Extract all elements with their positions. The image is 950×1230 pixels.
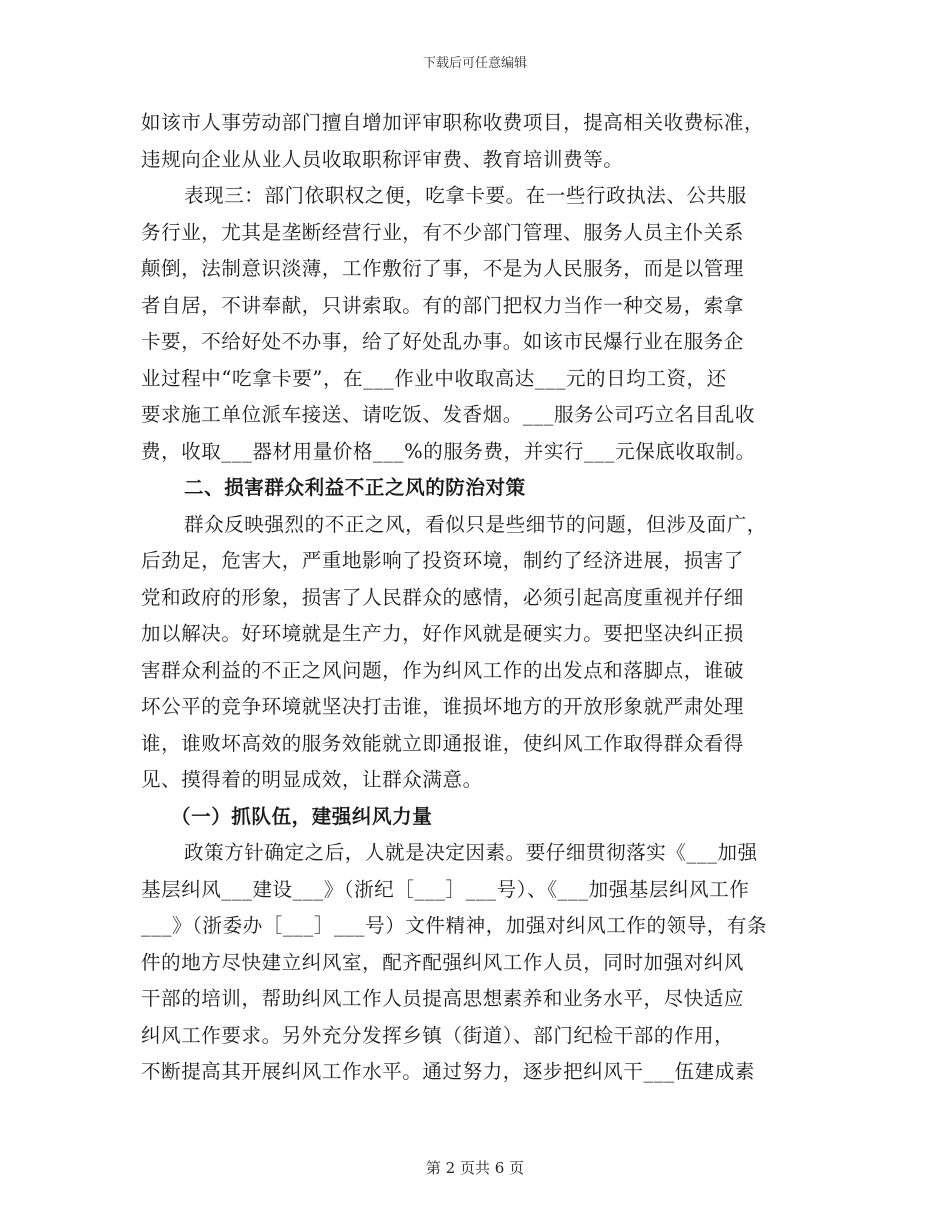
text-line: 谁，谁败坏高效的服务效能就立即通报谁，使纠风工作取得群众看得 [141, 731, 745, 755]
text-line: 政策方针确定之后，人就是决定因素。要仔细贯彻落实《___加强 [184, 841, 758, 864]
text-line: 坏公平的竞争环境就坚决打击谁，谁损坏地方的开放形象就严肃处理 [141, 695, 745, 718]
text-line: 见、摸得着的明显成效，让群众满意。 [141, 768, 483, 791]
text-line: 卡要，不给好处不办事，给了好处乱办事。如该市民爆行业在服务企 [141, 330, 745, 353]
section-heading: （一）抓队伍，建强纠风力量 [171, 804, 433, 828]
text-line: 费，收取___器材用量价格___%的服务费，并实行___元保底收取制。 [141, 439, 756, 463]
text-line: 件的地方尽快建立纠风室，配齐配强纠风工作人员，同时加强对纠风 [141, 950, 745, 974]
text-line: 颠倒，法制意识淡薄，工作敷衍了事，不是为人民服务，而是以管理 [141, 257, 745, 280]
text-line: 群众反映强烈的不正之风，看似只是些细节的问题，但涉及面广， [184, 512, 767, 536]
page-header: 下载后可任意编辑 [422, 56, 527, 71]
text-line: 违规向企业从业人员收取职称评审费、教育培训费等。 [141, 147, 624, 171]
text-line: 加以解决。好环境就是生产力，好作风就是硬实力。要把坚决纠正损 [141, 622, 745, 645]
text-line: 如该市人事劳动部门擅自增加评审职称收费项目，提高相关收费标准， [141, 111, 765, 134]
text-line: 基层纠风___建设___》（浙纪［___］___号）、《___加强基层纠风工作 [141, 877, 750, 901]
text-line: 害群众利益的不正之风问题，作为纠风工作的出发点和落脚点，谁破 [141, 658, 745, 682]
text-line: 党和政府的形象，损害了人民群众的感情，必须引起高度重视并仔细 [141, 585, 745, 609]
text-line: 后劲足，危害大，严重地影响了投资环境，制约了经济进展，损害了 [141, 549, 745, 572]
text-line: 纠风工作要求。另外充分发挥乡镇（街道）、部门纪检干部的作用， [141, 1023, 735, 1047]
text-line: 业过程中“吃拿卡要”，在___作业中收取高达___元的日均工资，还 [141, 366, 727, 390]
text-line: 者自居，不讲奉献，只讲索取。有的部门把权力当作一种交易，索拿 [141, 293, 745, 317]
text-line: 不断提高其开展纠风工作水平。通过努力，逐步把纠风干___伍建成素 [141, 1060, 755, 1083]
text-line: 务行业，尤其是垄断经营行业，有不少部门管理、服务人员主仆关系 [141, 220, 745, 244]
text-line: 要求施工单位派车接送、请吃饭、发香烟。___服务公司巧立名目乱收 [141, 403, 755, 426]
text-line: ___》（浙委办［___］___号）文件精神，加强对纠风工作的领导，有条 [141, 914, 768, 937]
text-line: 表现三：部门依职权之便，吃拿卡要。在一些行政执法、公共服 [184, 184, 747, 207]
document-body [141, 105, 811, 1091]
section-heading: 二、损害群众利益不正之风的防治对策 [184, 476, 526, 499]
page-footer: 第 2 页共 6 页 [425, 1159, 525, 1177]
text-line: 干部的培训，帮助纠风工作人员提高思想素养和业务水平，尽快适应 [141, 987, 745, 1010]
